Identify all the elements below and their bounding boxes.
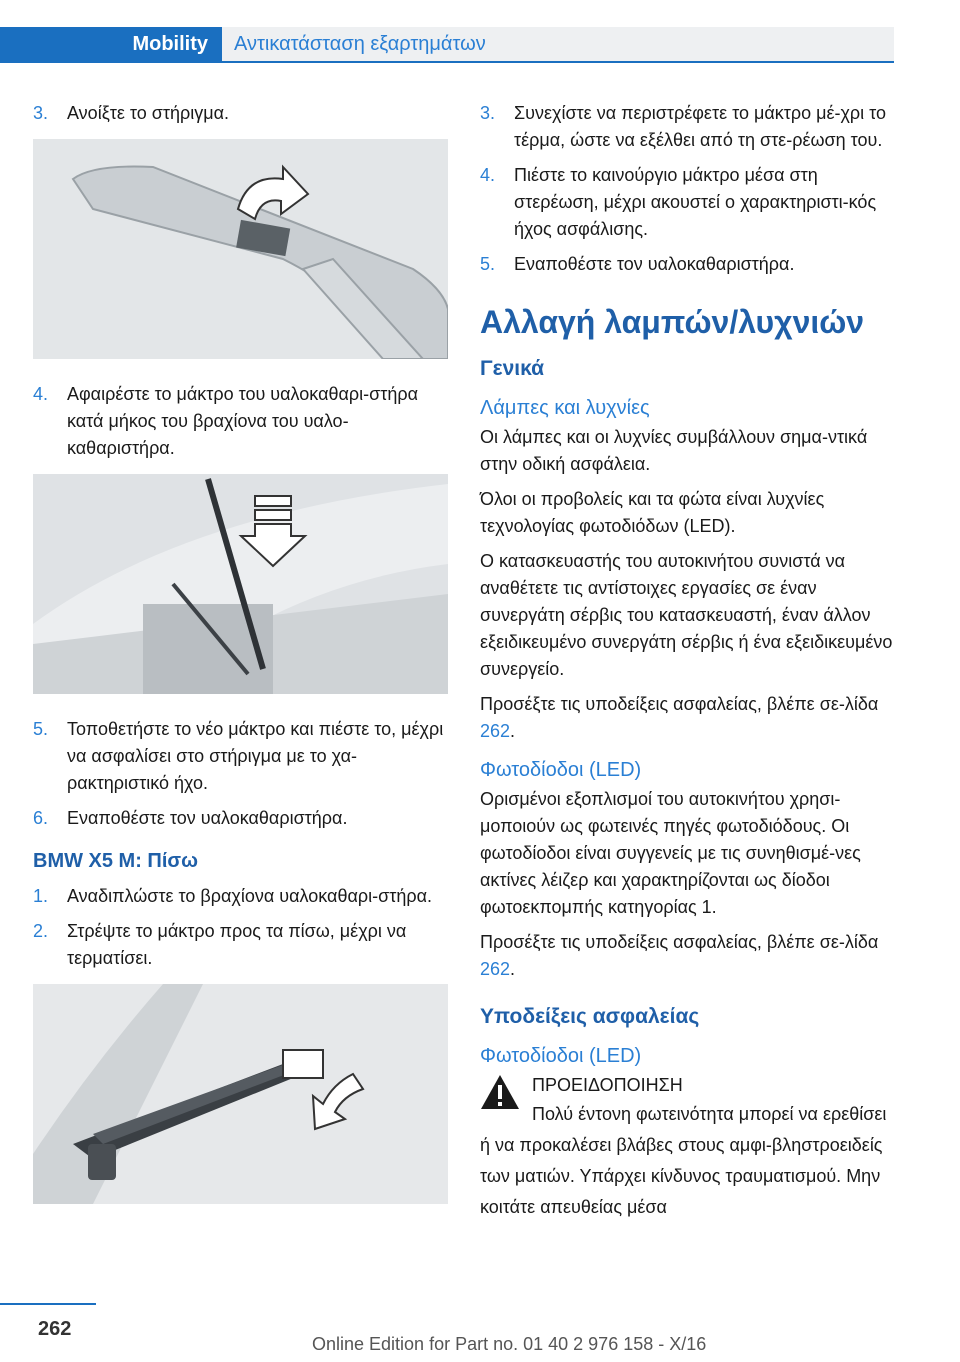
footer-edition: Online Edition for Part no. 01 40 2 976 158 - X/16 — [312, 1334, 707, 1354]
step-text: Αναδιπλώστε το βραχίονα υαλοκαθαρι-στήρα. — [67, 886, 432, 906]
step-item — [33, 716, 448, 797]
header-subsection: Αντικατάσταση εξαρτημάτων — [222, 27, 894, 61]
steps-list — [33, 883, 448, 972]
step-text: Εναποθέστε τον υαλοκαθαριστήρα. — [67, 808, 348, 828]
step-item — [480, 100, 895, 154]
step-number: 5. — [480, 254, 496, 274]
paragraph: Όλοι οι προβολείς και τα φώτα είναι λυχνίες τεχνολογίας φωτοδιόδων (LED). — [480, 489, 825, 536]
step-text: Συνεχίστε να περιστρέφετε το μάκτρο μέ-χρι το τέρμα, ώστε να εξέλθει από τη στε-ρέωση του. — [514, 103, 887, 150]
left-column — [33, 100, 448, 1226]
step-item — [33, 883, 448, 910]
led-heading: Φωτοδίοδοι (LED) — [480, 759, 642, 781]
warning-block — [480, 1072, 895, 1223]
safety-reference: Προσέξτε τις υποδείξεις ασφαλείας, βλέπε σε-λίδα 262. — [480, 932, 879, 979]
safety-reference: Προσέξτε τις υποδείξεις ασφαλείας, βλέπε σε-λίδα 262. — [480, 694, 879, 741]
step-number: 4. — [480, 165, 496, 185]
warning-text: Πολύ έντονη φωτεινότητα μπορεί να ερεθίσει ή να προκαλέσει βλάβες στους αμφι-βληστροειδείς των ματιών. Υπάρχει κίνδυνος τραυματισμού. Μην κοιτάτε απευθείας μέσα — [480, 1104, 887, 1217]
step-item — [33, 805, 448, 832]
step-number: 6. — [33, 808, 49, 828]
step-text: Ανοίξτε το στήριγμα. — [67, 103, 229, 123]
paragraph: Οι λάμπες και οι λυχνίες συμβάλλουν σημα-ντικά στην οδική ασφάλεια. — [480, 427, 868, 474]
paragraph: Ο κατασκευαστής του αυτοκινήτου συνιστά να αναθέτετε τις αντίστοιχες εργασίες σε έναν συνεργάτη σέρβις του κατασκευαστή, έναν άλλον εξειδικευμένο συνεργάτη σέρβις ή ένα εξειδικευμένο συνεργείο. — [480, 551, 893, 679]
step-number: 4. — [33, 384, 49, 404]
step-item — [33, 100, 448, 127]
step-number: 3. — [33, 103, 49, 123]
step-item — [480, 251, 895, 278]
step-text: Αφαιρέστε το μάκτρο του υαλοκαθαρι-στήρα κατά μήκος του βραχίονα του υαλο-καθαριστήρα. — [67, 384, 419, 458]
step-text: Τοποθετήστε το νέο μάκτρο και πιέστε το, μέχρι να ασφαλίσει στο στήριγμα με το χα-ρακτηριστικό ήχο. — [67, 719, 444, 793]
warning-triangle-icon — [480, 1074, 520, 1110]
step-text: Πιέστε το καινούργιο μάκτρο μέσα στη στερέωση, μέχρι ακουστεί ο χαρακτηριστι-κός ήχος ασφάλισης. — [514, 165, 877, 239]
lamps-heading: Λάμπες και λυχνίες — [480, 397, 650, 419]
step-text: Στρέψτε το μάκτρο προς τα πίσω, μέχρι να τερματίσει. — [67, 921, 407, 968]
step-text: Εναποθέστε τον υαλοκαθαριστήρα. — [514, 254, 795, 274]
safety-reference-text: Προσέξτε τις υποδείξεις ασφαλείας, βλέπε σε-λίδα — [480, 932, 879, 952]
safety-heading: Υποδείξεις ασφαλείας — [480, 1005, 700, 1028]
general-heading: Γενικά — [480, 357, 545, 380]
page-link[interactable]: 262 — [480, 959, 511, 979]
page-header — [0, 0, 960, 62]
step-item — [480, 162, 895, 243]
right-column — [480, 100, 895, 1223]
header-section-tab: Mobility — [0, 27, 222, 61]
chapter-title: Αλλαγή λαμπών/λυχνιών — [480, 304, 865, 340]
page-number: 262 — [38, 1318, 72, 1340]
safety-reference-text: Προσέξτε τις υποδείξεις ασφαλείας, βλέπε σε-λίδα — [480, 694, 879, 714]
step-item — [33, 918, 448, 972]
safety-led-heading: Φωτοδίοδοι (LED) — [480, 1045, 642, 1067]
figure-wiper-mount — [33, 139, 448, 359]
step-number: 2. — [33, 921, 49, 941]
step-number: 5. — [33, 719, 49, 739]
header-rule — [0, 61, 894, 63]
step-item — [33, 381, 448, 462]
steps-list — [33, 716, 448, 832]
steps-list — [33, 100, 448, 127]
page-number-rule — [0, 1303, 96, 1305]
paragraph: Ορισμένοι εξοπλισμοί του αυτοκινήτου χρησι-μοποιούν ως φωτεινές πηγές φωτοδιόδους. Οι φωτοδίοδοι είναι συγγενείς με τις συνηθισμέ-νες ακτίνες λέιζερ και χαρακτηρίζονται ως δίοδοι φωτοεκπομπής κατηγορίας 1. — [480, 789, 861, 917]
step-number: 1. — [33, 886, 49, 906]
rear-wiper-heading: BMW X5 M: Πίσω — [33, 850, 199, 872]
steps-list — [33, 381, 448, 462]
figure-rear-wiper — [33, 984, 448, 1204]
step-number: 3. — [480, 103, 496, 123]
page-link[interactable]: 262 — [480, 721, 511, 741]
warning-title: ΠΡΟΕΙΔΟΠΟΙΗΣΗ — [532, 1075, 683, 1095]
steps-list — [480, 100, 895, 278]
figure-wiper-remove — [33, 474, 448, 694]
